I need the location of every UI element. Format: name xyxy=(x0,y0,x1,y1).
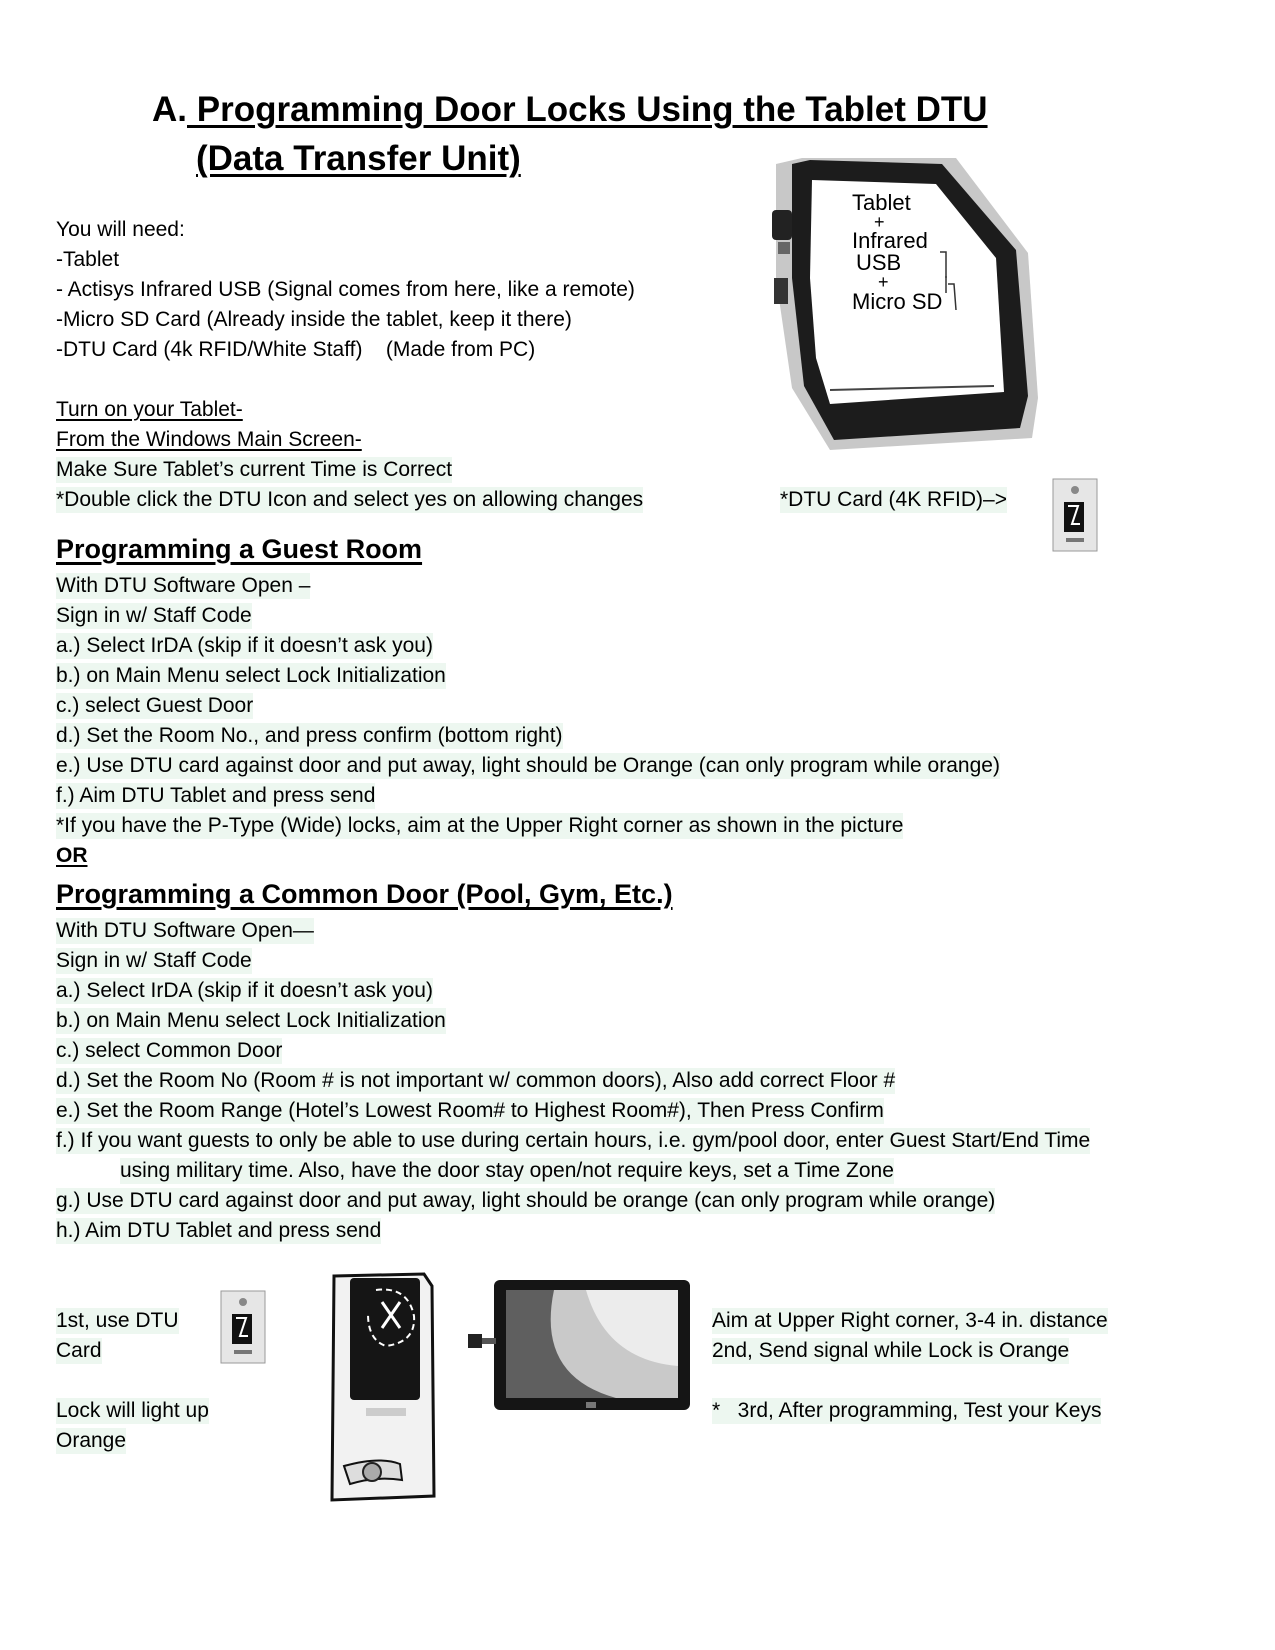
title-line1: Programming Door Locks Using the Tablet DTU xyxy=(187,90,988,129)
tablet-label: Tablet xyxy=(852,190,911,215)
common-step: d.) Set the Room No (Room # is not important w/ common doors), Also add correct Floor # xyxy=(56,1069,896,1092)
tablet-signal-image xyxy=(466,1276,696,1416)
page-subtitle xyxy=(196,137,521,181)
common-step: h.) Aim DTU Tablet and press send xyxy=(56,1219,382,1242)
common-step: c.) select Common Door xyxy=(56,1039,283,1062)
guest-step: b.) on Main Menu select Lock Initialization xyxy=(56,664,446,687)
startup-line: *Double click the DTU Icon and select yes on allowing changes xyxy=(56,488,644,511)
tablet-label: + xyxy=(874,212,885,232)
common-step: a.) Select IrDA (skip if it doesn’t ask you) xyxy=(56,979,433,1002)
guest-step: Sign in w/ Staff Code xyxy=(56,604,252,627)
tablet-label: USB xyxy=(856,250,902,275)
guest-step: e.) Use DTU card against door and put away, light should be Orange (can only program while orange) xyxy=(56,754,1000,777)
guest-step: c.) select Guest Door xyxy=(56,694,254,717)
caption-left: Lock will light up xyxy=(56,1399,209,1422)
page-title xyxy=(152,88,988,132)
common-step: using military time. Also, have the door stay open/not require keys, set a Time Zone xyxy=(120,1159,894,1182)
startup-line: Make Sure Tablet’s current Time is Correct xyxy=(56,458,453,481)
startup-line: From the Windows Main Screen- xyxy=(56,428,362,451)
common-heading: Programming a Common Door (Pool, Gym, Etc.) xyxy=(56,879,673,909)
caption-right: * 3rd, After programming, Test your Keys xyxy=(712,1399,1102,1422)
tablet-photo xyxy=(770,158,1070,458)
guest-step: With DTU Software Open – xyxy=(56,574,311,597)
tablet-label: Infrared xyxy=(852,228,928,253)
common-step: f.) If you want guests to only be able to use during certain hours, i.e. gym/pool door, enter Guest Start/End Time xyxy=(56,1129,1091,1152)
needs-heading: You will need: xyxy=(56,218,185,241)
guest-step: a.) Select IrDA (skip if it doesn’t ask you) xyxy=(56,634,433,657)
common-step: Sign in w/ Staff Code xyxy=(56,949,252,972)
startup-line: Turn on your Tablet- xyxy=(56,398,243,421)
guest-step: *If you have the P-Type (Wide) locks, aim at the Upper Right corner as shown in the picture xyxy=(56,814,904,837)
caption-left: Card xyxy=(56,1339,102,1362)
needs-item: -Tablet xyxy=(56,248,120,271)
dtu-card-image xyxy=(220,1290,266,1364)
guest-step: f.) Aim DTU Tablet and press send xyxy=(56,784,376,807)
caption-right: Aim at Upper Right corner, 3-4 in. distance xyxy=(712,1309,1108,1332)
title-letter: A. xyxy=(152,90,187,129)
dtu-card-image xyxy=(1052,478,1098,552)
guest-heading: Programming a Guest Room xyxy=(56,534,423,564)
needs-item: - Actisys Infrared USB (Signal comes from here, like a remote) xyxy=(56,278,635,301)
door-lock-image xyxy=(320,1270,450,1505)
caption-right: 2nd, Send signal while Lock is Orange xyxy=(712,1339,1070,1362)
title-line2: (Data Transfer Unit) xyxy=(196,139,521,178)
needs-item: -DTU Card (4k RFID/White Staff) (Made from PC) xyxy=(56,338,536,361)
common-step: b.) on Main Menu select Lock Initialization xyxy=(56,1009,446,1032)
tablet-label: Micro SD xyxy=(852,289,943,314)
guest-step: d.) Set the Room No., and press confirm (bottom right) xyxy=(56,724,563,747)
caption-left: Orange xyxy=(56,1429,127,1452)
tablet-label: + xyxy=(878,272,889,292)
dtu-card-note: *DTU Card (4K RFID)–> xyxy=(780,488,1007,511)
needs-item: -Micro SD Card (Already inside the tablet, keep it there) xyxy=(56,308,572,331)
common-step: With DTU Software Open— xyxy=(56,919,314,942)
common-step: e.) Set the Room Range (Hotel’s Lowest Room# to Highest Room#), Then Press Confirm xyxy=(56,1099,884,1122)
or-separator: OR xyxy=(56,844,88,867)
caption-left: 1st, use DTU xyxy=(56,1309,179,1332)
common-step: g.) Use DTU card against door and put away, light should be orange (can only program while orange) xyxy=(56,1189,996,1212)
